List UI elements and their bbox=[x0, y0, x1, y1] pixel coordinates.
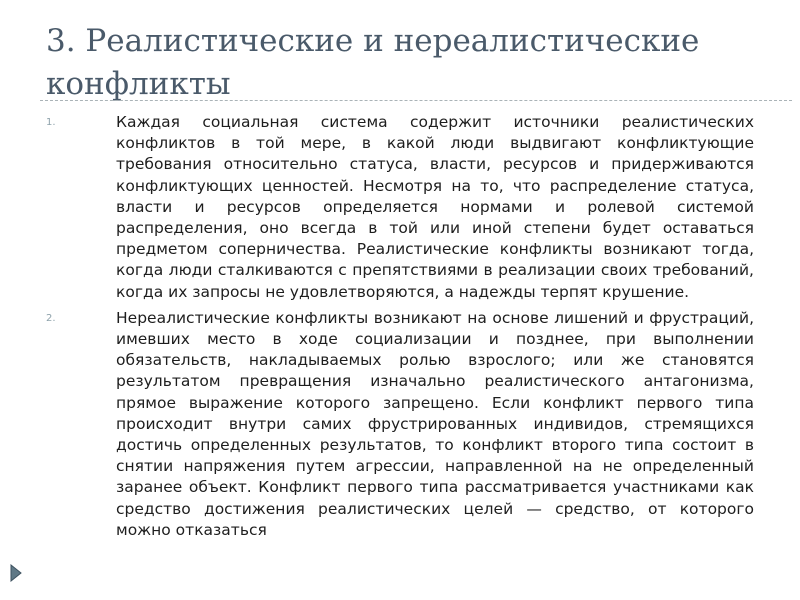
list-item bbox=[46, 112, 754, 303]
list-marker: 1. bbox=[46, 117, 56, 128]
list-item-text: Каждая социальная система содержит источники реалистических конфликтов в той мере, в какой люди выдвигают конфликтующие требования относительно статуса, власти, ресурсов и придерживаются конфликтующих ценностей. Несмотря на то, что распределение статуса, власти и ресурсов определяется нормами и ролевой системой распределения, оно всегда в той или иной степени будет оставаться предметом соперничества. Реалистические конфликты возникают тогда, когда люди сталкиваются с препятствиями в реализации своих требований, когда их запросы не удовлетворяются, а надежды терпят крушение. bbox=[116, 113, 754, 301]
list-item-text: Нереалистические конфликты возникают на основе лишений и фрустраций, имевших место в ходе социализации и позднее, при выполнении обязательств, накладываемых ролью взрослого; или же становятся результатом превращения изначально реалистического антагонизма, прямое выражение которого запрещено. Если конфликт первого типа происходит внутри самих фрустрированных индивидов, стремящихся достичь определенных результатов, то конфликт второго типа состоит в снятии напряжения путем агрессии, направленной на не определенный заранее объект. Конфликт первого типа рассматривается участниками как средство достижения реалистических целей — средство, от которого можно отказаться bbox=[116, 308, 754, 539]
list-item bbox=[46, 308, 754, 541]
content-list bbox=[46, 112, 754, 546]
slide-title: 3. Реалистические и нереалистические конфликты bbox=[46, 23, 700, 102]
list-marker: 2. bbox=[46, 312, 56, 324]
title-divider bbox=[40, 100, 792, 101]
triangle-right-icon[interactable] bbox=[10, 564, 22, 582]
arrow-shape bbox=[11, 565, 21, 581]
